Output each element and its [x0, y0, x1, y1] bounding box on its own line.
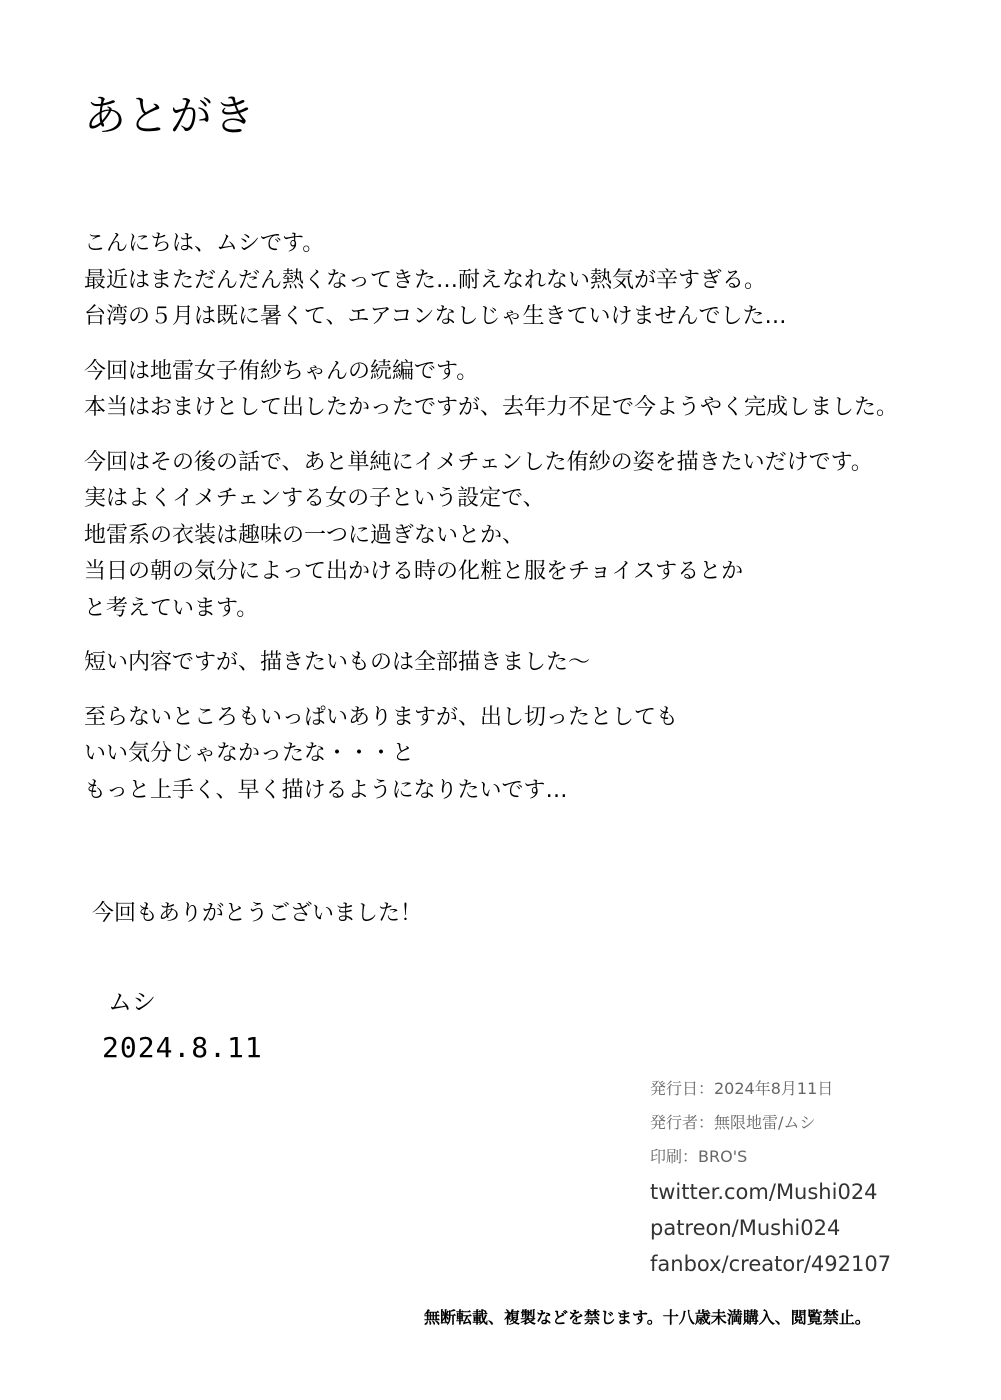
publisher: 発行者：無限地雷/ムシ [650, 1113, 816, 1132]
text-line: 今回は地雷女子侑紗ちゃんの続編です。 [84, 358, 479, 384]
printer: 印刷：BRO'S [650, 1147, 748, 1166]
paragraph [84, 645, 984, 682]
text-line: 本当はおまけとして出したかったですが、去年力不足で今ようやく完成しました。 [84, 395, 899, 420]
text-line: 最近はまただんだん熱くなってきた…耐えなれない熱気が辛すぎる。 [84, 267, 767, 293]
fanbox-link: fanbox/creator/492107 [650, 1252, 892, 1276]
colophon [650, 1072, 891, 1282]
patreon-link: patreon/Mushi024 [650, 1216, 841, 1240]
paragraph-gap [84, 427, 984, 445]
text-line: もっと上手く、早く描けるようになりたいです… [84, 777, 568, 803]
paragraph [84, 354, 984, 427]
paragraph-gap [84, 682, 984, 700]
page-title: あとがき [84, 91, 257, 140]
text-line: 至らないところもいっぱいありますが、出し切ったとしても [84, 704, 679, 730]
text-line: 実はよくイメチェンする女の子という設定で、 [84, 486, 545, 511]
text-line: いい気分じゃなかったな・・・と [84, 741, 415, 766]
twitter-link: twitter.com/Mushi024 [650, 1180, 878, 1204]
paragraph [84, 445, 984, 628]
afterword-body [84, 226, 984, 809]
text-line: 短い内容ですが、描きたいものは全部描きました～ [84, 650, 591, 675]
signature-date: 2024.8.11 [102, 1031, 263, 1064]
paragraph-gap [84, 627, 984, 645]
text-line: こんにちは、ムシです。 [84, 231, 325, 256]
text-line: と考えています。 [84, 595, 259, 621]
thanks-line: 今回もありがとうございました！ [92, 901, 423, 926]
issue-date: 発行日：2024年8月11日 [650, 1079, 834, 1098]
text-line: 台湾の５月は既に暑くて、エアコンなしじゃ生きていけませんでした… [84, 304, 787, 329]
paragraph [84, 226, 984, 336]
text-line: 当日の朝の気分によって出かける時の化粧と服をチョイスするとか [84, 559, 744, 584]
copyright-notice: 無断転載、複製などを禁じます。十八歳未満購入、閲覧禁止。 [424, 1308, 871, 1327]
author-signature: ムシ [108, 988, 156, 1016]
paragraph [84, 700, 984, 810]
text-line: 地雷系の衣装は趣味の一つに過ぎないとか、 [84, 522, 525, 548]
text-line: 今回はその後の話で、あと単純にイメチェンした侑紗の姿を描きたいだけです。 [84, 449, 873, 475]
paragraph-gap [84, 336, 984, 354]
